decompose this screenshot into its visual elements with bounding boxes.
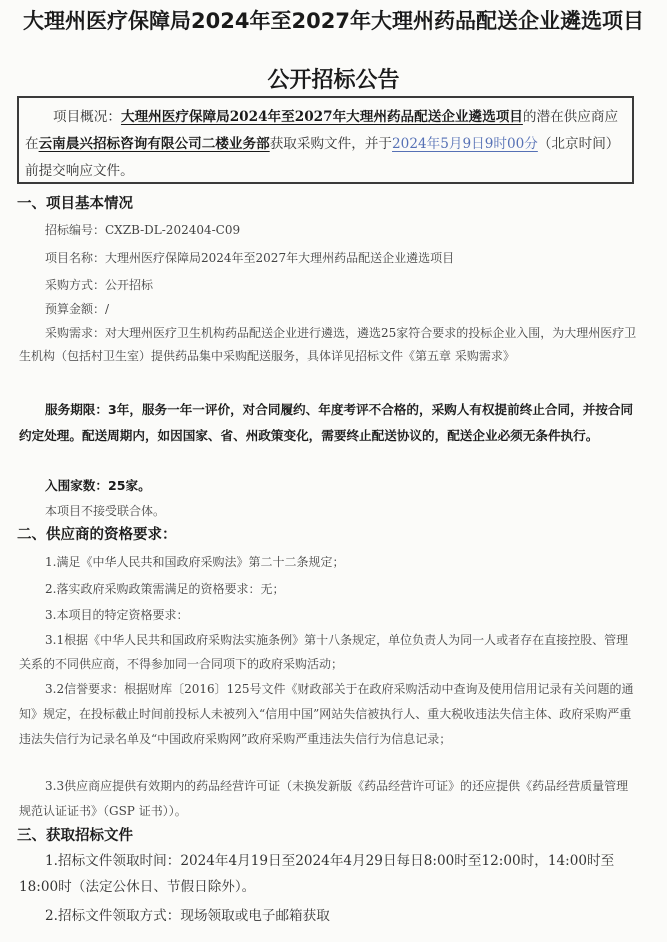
overview-agency: 云南晨兴招标咨询有限公司二楼业务部	[38, 136, 270, 152]
document-collection-method: 2.招标文件领取方式：现场领取或电子邮箱获取	[45, 908, 330, 924]
procurement-method: 采购方式：公开招标	[45, 278, 154, 292]
project-overview-box	[17, 96, 634, 184]
overview-text-2: 的潜在供应商应在	[25, 109, 619, 152]
section-heading-obtain-documents: 三、获取招标文件	[17, 828, 133, 844]
overview-text-4: （北京时间）前提交响应文件。	[25, 136, 620, 179]
requirement-3: 3.本项目的特定资格要求：	[45, 608, 189, 622]
page-title: 大理州医疗保障局2024年至2027年大理州药品配送企业遴选项目	[23, 9, 644, 33]
overview-deadline: 2024年5月9日9时00分	[392, 136, 538, 152]
section-heading-basic-info: 一、项目基本情况	[17, 196, 133, 212]
procurement-demand: 采购需求：对大理州医疗卫生机构药品配送企业进行遴选，遴选25家符合要求的投标企业入围，为大理州医疗卫生机构（包括村卫生室）提供药品集中采购配送服务，具体详见招标文件《第五章 采购需求》	[19, 326, 637, 363]
requirement-3-2: 3.2信誉要求：根据财库〔2016〕125号文件《财政部关于在政府采购活动中查询及使用信用记录有关问题的通知》规定，在投标截止时间前投标人未被列入“信用中国”网站失信被执行人、重大税收违法失信主体、政府采购严重违法失信行为记录名单及“中国政府采购网”政府采购严重违法失信行为信息记录；	[19, 682, 634, 746]
requirement-2: 2.落实政府采购政策需满足的资格要求：无；	[45, 582, 285, 596]
consortium-note: 本项目不接受联合体。	[45, 504, 166, 518]
section-heading-qualifications: 二、供应商的资格要求：	[17, 527, 177, 543]
overview-text-3: 获取采购文件，并于	[269, 136, 393, 152]
service-period: 服务期限：3年，服务一年一评价，对合同履约、年度考评不合格的，采购人有权提前终止合同，并按合同约定处理。配送周期内，如因国家、省、州政策变化，需要终止配送协议的，配送企业必须无条件执行。	[19, 402, 634, 443]
project-name: 项目名称：大理州医疗保障局2024年至2027年大理州药品配送企业遴选项目	[45, 251, 455, 265]
requirement-3-1: 3.1根据《中华人民共和国政府采购法实施条例》第十八条规定，单位负责人为同一人或者存在直接控股、管理关系的不同供应商，不得参加同一合同项下的政府采购活动；	[19, 633, 629, 671]
overview-project-name: 大理州医疗保障局2024年至2027年大理州药品配送企业遴选项目	[120, 109, 523, 125]
bid-number: 招标编号：CXZB-DL-202404-C09	[45, 223, 241, 237]
shortlist-count: 入围家数：25家。	[45, 478, 151, 493]
document-collection-time: 1.招标文件领取时间：2024年4月19日至2024年4月29日每日8:00时至12:00时，14:00时至18:00时（法定公休日、节假日除外）。	[19, 853, 615, 895]
budget-amount: 预算金额：/	[45, 302, 110, 316]
overview-label: 项目概况：	[53, 109, 121, 125]
page-subtitle: 公开招标公告	[267, 68, 400, 93]
requirement-1: 1.满足《中华人民共和国政府采购法》第二十二条规定；	[45, 555, 345, 569]
requirement-3-3: 3.3供应商应提供有效期内的药品经营许可证（未换发新版《药品经营许可证》的还应提供《药品经营质量管理规范认证证书》（GSP 证书））。	[19, 779, 629, 818]
